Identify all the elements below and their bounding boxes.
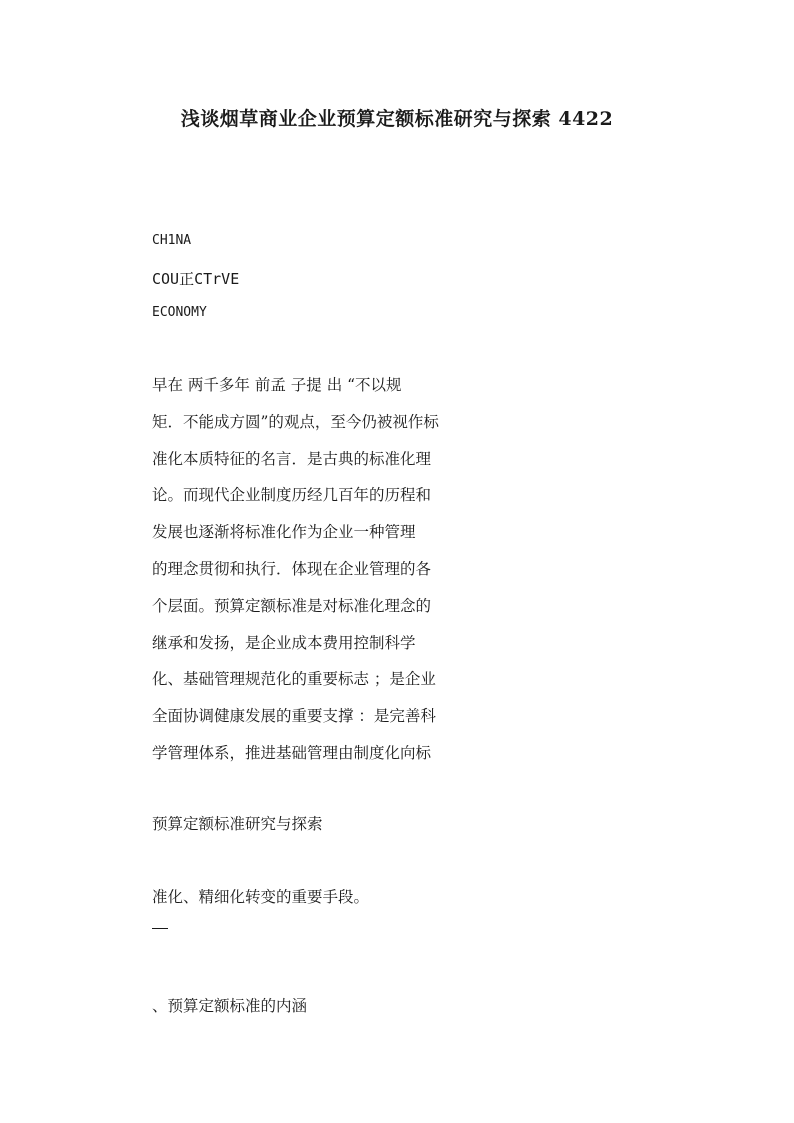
body-line: 继承和发扬，是企业成本费用控制科学 [152,633,416,652]
body-line: 矩．不能成方圆”的观点，至今仍被视作标 [152,412,439,431]
dash-mark [152,928,168,929]
body-line: 个层面。预算定额标准是对标准化理念的 [152,596,432,615]
document-title: 浅谈烟草商业企业预算定额标准研究与探索 4422 [180,108,614,130]
header-line-china: CH1NA [152,233,192,248]
body-line: 学管理体系，推进基础管理由制度化向标 [152,743,432,762]
continuation-line: 准化、精细化转变的重要手段。 [152,888,370,906]
body-line: 准化本质特征的名言．是古典的标准化理 [152,449,432,468]
body-line: 发展也逐渐将标准化作为企业一种管理 [152,523,416,542]
body-line: 论。而现代企业制度历经几百年的历程和 [152,486,432,505]
section-heading: 、预算定额标准的内涵 [152,997,308,1015]
body-line: 的理念贯彻和执行．体现在企业管理的各 [152,559,432,578]
body-line: 早在 两千多年 前孟 子提 出 “不以规 [152,376,402,394]
body-line: 化、基础管理规范化的重要标志 ；是企业 [152,670,436,689]
running-head: 预算定额标准研究与探索 [152,815,323,833]
body-line: 全面协调健康发展的重要支撑 ：是完善科 [152,707,436,726]
header-line-economy: ECONOMY [152,305,207,320]
body-paragraph [152,375,439,780]
header-line-country: COU正CTrVE [152,270,240,288]
